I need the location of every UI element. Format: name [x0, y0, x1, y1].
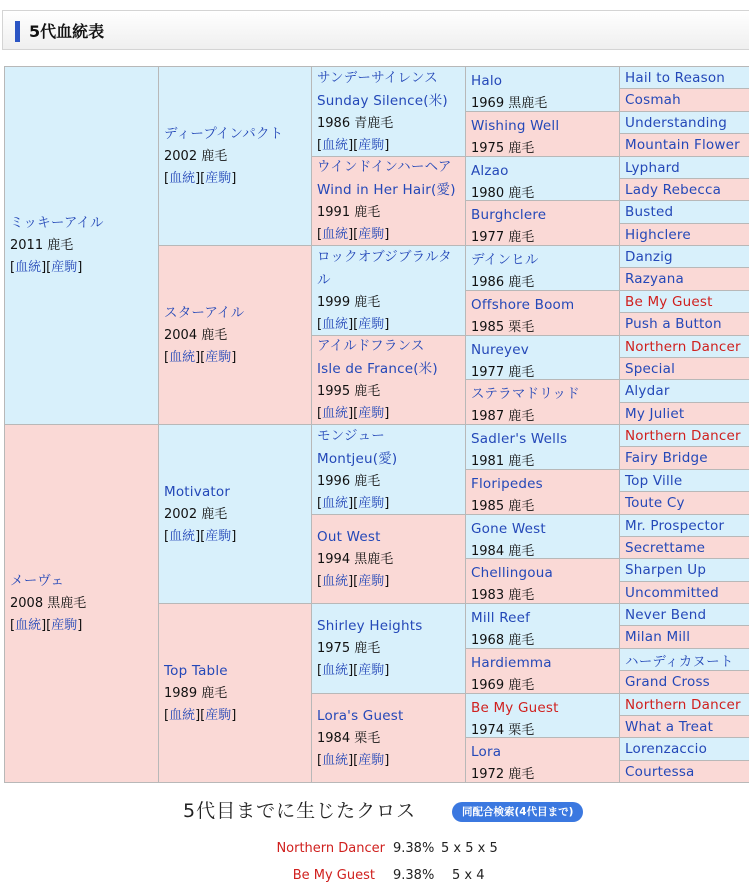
pedigree-cell-gen5 — [619, 558, 749, 582]
header-accent-bar — [15, 21, 20, 42]
offspring-link[interactable]: 産駒 — [358, 495, 385, 511]
pedigree-links: [血統][産駒] — [317, 227, 390, 242]
horse-name-link[interactable]: Lorenzaccio — [625, 741, 708, 757]
horse-name-link[interactable]: Top Table — [164, 662, 228, 679]
horse-name-link[interactable]: Busted — [625, 204, 674, 220]
pedigree-cell-gen5 — [619, 670, 749, 694]
pedigree-cell-gen2 — [158, 66, 313, 246]
offspring-link[interactable]: 産駒 — [358, 227, 385, 242]
horse-year-color: 1996 鹿毛 — [317, 473, 381, 489]
horse-name-link[interactable]: Grand Cross — [625, 674, 710, 690]
pedigree-cell-gen5 — [619, 603, 749, 626]
pedigree-cell-gen3 — [311, 66, 467, 157]
horse-name-line — [317, 335, 466, 358]
horse-name-line — [471, 70, 620, 93]
offspring-link[interactable]: 産駒 — [205, 707, 232, 723]
pedigree-cell-gen3 — [311, 693, 467, 783]
horse-name-link[interactable]: Alzao — [471, 163, 509, 179]
horse-name-link[interactable]: Sadler's Wells — [471, 431, 568, 447]
cross-horse-link[interactable]: Be My Guest — [292, 868, 375, 883]
horse-name-link[interactable]: ハーディカヌート — [625, 653, 734, 670]
cross-pattern: 5 x 4 — [452, 868, 485, 883]
horse-name-link[interactable]: Northern Dancer — [625, 696, 741, 713]
pedigree-cell-gen3 — [311, 156, 467, 246]
cross-title: 5代目までに生じたクロス — [183, 800, 417, 822]
horse-name-link[interactable]: Hail to Reason — [625, 69, 726, 86]
horse-name-line — [317, 179, 466, 202]
same-mating-search-button[interactable]: 同配合検索(4代目まで) — [452, 802, 583, 822]
pedigree-cell-gen5 — [619, 133, 749, 157]
pedigree-link[interactable]: 血統 — [15, 260, 42, 275]
pedigree-cell-gen5 — [619, 267, 749, 291]
horse-name-line — [164, 302, 312, 325]
horse-name-link[interactable]: Danzig — [625, 248, 673, 265]
horse-year-color: 1984 栗毛 — [317, 730, 381, 746]
horse-year-color: 1980 鹿毛 — [471, 186, 535, 201]
pedigree-cell-gen5 — [619, 200, 749, 224]
horse-name-line — [471, 249, 620, 272]
pedigree-link[interactable]: 血統 — [322, 137, 349, 153]
horse-year-color: 1969 黒鹿毛 — [471, 96, 548, 111]
horse-name-line — [317, 246, 466, 269]
offspring-link[interactable]: 産駒 — [358, 137, 385, 153]
horse-name-link[interactable]: Mr. Prospector — [625, 517, 725, 534]
horse-name-link[interactable]: Mill Reef — [471, 610, 531, 626]
horse-name-line — [317, 156, 466, 179]
pedigree-cell-gen4 — [465, 648, 621, 694]
horse-name-line — [317, 90, 466, 113]
offspring-link[interactable]: 産駒 — [205, 349, 232, 365]
horse-name-link[interactable]: Out West — [317, 528, 381, 545]
horse-name-link[interactable]: Northern Dancer — [625, 338, 741, 355]
pedigree-cell-gen4 — [465, 737, 621, 783]
pedigree-cell-gen5 — [619, 178, 749, 201]
pedigree-cell-gen5 — [619, 357, 749, 380]
horse-name-line — [471, 473, 620, 496]
horse-name-link[interactable]: Halo — [471, 73, 503, 89]
pedigree-cell-gen2 — [158, 245, 313, 425]
offspring-link[interactable]: 産駒 — [51, 618, 78, 633]
pedigree-links: [血統][産駒] — [317, 663, 390, 678]
horse-name-line — [471, 607, 620, 630]
pedigree-cell-gen5 — [619, 469, 749, 492]
horse-name-link[interactable]: アイルドフランス — [317, 338, 425, 354]
pedigree-link[interactable]: 血統 — [15, 618, 42, 633]
horse-name-link[interactable]: Hardiemma — [471, 655, 552, 671]
horse-name-line — [10, 570, 159, 593]
horse-name-link[interactable]: Secrettame — [625, 539, 706, 556]
pedigree-cell-gen4 — [465, 424, 621, 470]
horse-year-color: 1974 栗毛 — [471, 723, 535, 738]
pedigree-links: [血統][産駒] — [10, 260, 83, 275]
horse-year-color: 1975 鹿毛 — [317, 641, 381, 656]
offspring-link[interactable]: 産駒 — [51, 260, 78, 275]
horse-year-color: 1969 鹿毛 — [471, 678, 535, 693]
horse-year-color: 2008 黒鹿毛 — [10, 596, 87, 611]
pedigree-links: [血統][産駒] — [317, 137, 390, 153]
offspring-link[interactable]: 産駒 — [358, 406, 385, 421]
horse-year-color: 1985 栗毛 — [471, 320, 535, 335]
horse-year-color: 1986 鹿毛 — [471, 275, 535, 290]
pedigree-cell-gen1 — [4, 66, 160, 425]
pedigree-cell-gen4 — [465, 469, 621, 515]
pedigree-link[interactable]: 血統 — [169, 170, 196, 186]
horse-name-alt-link[interactable]: ル — [317, 271, 331, 288]
horse-name-alt-link[interactable]: Wind in Her Hair(愛) — [317, 182, 456, 198]
horse-name-link[interactable]: Mountain Flower — [625, 137, 740, 153]
horse-name-link[interactable]: Understanding — [625, 114, 728, 131]
horse-name-line — [471, 160, 620, 183]
offspring-link[interactable]: 産駒 — [205, 170, 232, 186]
cross-pattern: 5 x 5 x 5 — [441, 841, 498, 856]
cross-horse-link[interactable]: Northern Dancer — [276, 841, 385, 856]
pedigree-cell-gen5 — [619, 379, 749, 403]
pedigree-cell-gen5 — [619, 737, 749, 761]
horse-name-link[interactable]: Sharpen Up — [625, 562, 707, 578]
section-header — [2, 10, 749, 50]
pedigree-cell-gen3 — [311, 335, 467, 425]
pedigree-cell-gen5 — [619, 156, 749, 179]
horse-name-link[interactable]: Be My Guest — [625, 293, 713, 310]
horse-name-link[interactable]: ウインドインハーヘア — [317, 159, 452, 175]
horse-name-link[interactable]: Lora's Guest — [317, 707, 404, 724]
horse-name-link[interactable]: ステラマドリッド — [471, 386, 580, 402]
horse-name-line — [471, 518, 620, 541]
pedigree-cell-gen4 — [465, 200, 621, 246]
pedigree-cell-gen5 — [619, 581, 749, 604]
pedigree-cell-gen2 — [158, 603, 313, 783]
horse-name-link[interactable]: Toute Cy — [625, 495, 685, 511]
horse-name-link[interactable]: ディープインパクト — [164, 125, 284, 142]
horse-name-link[interactable]: Wishing Well — [471, 118, 560, 134]
pedigree-cell-gen5 — [619, 66, 749, 89]
pedigree-cell-gen3 — [311, 245, 467, 336]
horse-name-link[interactable]: ロックオブジブラルタ — [317, 248, 452, 265]
offspring-link[interactable]: 産駒 — [358, 316, 385, 332]
horse-name-line — [471, 204, 620, 227]
pedigree-link[interactable]: 血統 — [169, 349, 196, 365]
pedigree-cell-gen5 — [619, 625, 749, 649]
horse-name-line — [471, 294, 620, 317]
pedigree-cell-gen4 — [465, 66, 621, 112]
cross-percent: 9.38% — [393, 868, 435, 883]
pedigree-cell-gen5 — [619, 491, 749, 515]
pedigree-links: [血統][産駒] — [317, 316, 390, 332]
horse-name-line — [317, 358, 466, 381]
pedigree-link[interactable]: 血統 — [169, 707, 196, 723]
horse-name-link[interactable]: Alydar — [625, 383, 670, 399]
horse-name-link[interactable]: デインヒル — [471, 252, 539, 268]
horse-year-color: 1987 鹿毛 — [471, 409, 535, 424]
pedigree-cell-gen5 — [619, 88, 749, 112]
horse-year-color: 1975 鹿毛 — [471, 141, 535, 156]
horse-name-link[interactable]: Razyana — [625, 271, 684, 287]
horse-year-color: 1977 鹿毛 — [471, 365, 535, 380]
pedigree-link[interactable]: 血統 — [322, 316, 349, 332]
pedigree-cell-gen3 — [311, 514, 467, 604]
pedigree-link[interactable]: 血統 — [322, 573, 349, 589]
horse-name-line — [317, 425, 466, 448]
pedigree-links: [血統][産駒] — [164, 528, 237, 544]
pedigree-cell-gen5 — [619, 514, 749, 537]
cross-row-1 — [180, 868, 375, 886]
horse-name-line — [471, 115, 620, 138]
horse-name-link[interactable]: Lora — [471, 744, 502, 760]
horse-name-link[interactable]: Highclere — [625, 226, 691, 243]
horse-name-link[interactable]: メーヴェ — [10, 573, 65, 589]
horse-name-line — [471, 428, 620, 451]
horse-name-link[interactable]: Motivator — [164, 483, 231, 500]
horse-name-line — [317, 526, 466, 549]
horse-name-line — [164, 660, 312, 683]
pedigree-cell-gen5 — [619, 312, 749, 336]
horse-name-line — [10, 212, 159, 235]
horse-year-color: 1981 鹿毛 — [471, 454, 535, 469]
pedigree-links: [血統][産駒] — [164, 349, 237, 365]
pedigree-links: [血統][産駒] — [317, 406, 390, 421]
horse-name-link[interactable]: Uncommitted — [625, 584, 719, 601]
pedigree-links: [血統][産駒] — [164, 707, 237, 723]
horse-name-line — [317, 615, 466, 638]
horse-year-color: 1995 鹿毛 — [317, 384, 381, 399]
horse-name-line — [317, 448, 466, 471]
pedigree-cell-gen2 — [158, 424, 313, 604]
horse-year-color: 1977 鹿毛 — [471, 230, 535, 245]
horse-name-link[interactable]: Milan Mill — [625, 629, 691, 645]
horse-name-link[interactable]: Shirley Heights — [317, 618, 423, 634]
pedigree-cell-gen1 — [4, 424, 160, 783]
horse-name-link[interactable]: Cosmah — [625, 92, 681, 108]
horse-name-link[interactable]: Never Bend — [625, 606, 707, 623]
horse-name-link[interactable]: Courtessa — [625, 763, 695, 780]
horse-name-link[interactable]: Burghclere — [471, 207, 547, 223]
horse-year-color: 1983 鹿毛 — [471, 588, 535, 603]
pedigree-links: [血統][産駒] — [317, 752, 390, 768]
horse-name-link[interactable]: Fairy Bridge — [625, 450, 708, 466]
horse-name-line — [471, 383, 620, 406]
horse-name-link[interactable]: Be My Guest — [471, 700, 559, 716]
pedigree-link[interactable]: 血統 — [322, 752, 349, 768]
pedigree-links: [血統][産駒] — [164, 170, 237, 186]
pedigree-link[interactable]: 血統 — [169, 528, 196, 544]
pedigree-cell-gen5 — [619, 424, 749, 447]
pedigree-cell-gen5 — [619, 715, 749, 738]
pedigree-cell-gen4 — [465, 379, 621, 425]
horse-year-color: 1984 鹿毛 — [471, 544, 535, 559]
horse-name-link[interactable]: What a Treat — [625, 718, 714, 735]
horse-year-color: 1972 鹿毛 — [471, 767, 535, 782]
horse-year-color: 2004 鹿毛 — [164, 327, 228, 343]
pedigree-cell-gen3 — [311, 424, 467, 515]
offspring-link[interactable]: 産駒 — [358, 663, 385, 678]
horse-year-color: 2002 鹿毛 — [164, 506, 228, 522]
offspring-link[interactable]: 産駒 — [205, 528, 232, 544]
pedigree-cell-gen5 — [619, 446, 749, 470]
horse-year-color: 2002 鹿毛 — [164, 148, 228, 164]
horse-year-color: 1999 鹿毛 — [317, 294, 381, 310]
horse-name-link[interactable]: Lyphard — [625, 159, 680, 176]
horse-year-color: 1994 黒鹿毛 — [317, 551, 394, 567]
horse-name-alt-link[interactable]: Sunday Silence(米) — [317, 92, 448, 109]
horse-name-line — [317, 705, 466, 728]
horse-name-link[interactable]: Lady Rebecca — [625, 181, 722, 198]
horse-name-line — [471, 697, 620, 720]
pedigree-links: [血統][産駒] — [317, 495, 390, 511]
pedigree-cell-gen5 — [619, 111, 749, 134]
horse-name-link[interactable]: ミッキーアイル — [10, 215, 104, 231]
pedigree-cell-gen5 — [619, 335, 749, 358]
horse-name-alt-link[interactable]: Montjeu(愛) — [317, 450, 398, 467]
horse-name-alt-link[interactable]: Isle de France(米) — [317, 361, 438, 377]
pedigree-links: [血統][産駒] — [317, 573, 390, 589]
pedigree-cell-gen5 — [619, 223, 749, 246]
horse-year-color: 1989 鹿毛 — [164, 685, 228, 701]
pedigree-cell-gen4 — [465, 335, 621, 380]
horse-name-link[interactable]: My Juliet — [625, 405, 685, 422]
pedigree-cell-gen4 — [465, 156, 621, 201]
pedigree-cell-gen5 — [619, 290, 749, 313]
pedigree-link[interactable]: 血統 — [322, 663, 349, 678]
pedigree-link[interactable]: 血統 — [322, 406, 349, 421]
cross-percent: 9.38% — [393, 841, 435, 856]
horse-name-line — [164, 481, 312, 504]
pedigree-cell-gen5 — [619, 245, 749, 268]
horse-name-line — [317, 269, 466, 292]
pedigree-cell-gen4 — [465, 245, 621, 291]
pedigree-cell-gen4 — [465, 111, 621, 157]
horse-name-link[interactable]: Chellingoua — [471, 565, 553, 581]
horse-name-link[interactable]: Gone West — [471, 521, 546, 537]
horse-year-color: 1985 鹿毛 — [471, 499, 535, 514]
pedigree-cell-gen4 — [465, 693, 621, 738]
horse-name-line — [471, 652, 620, 675]
pedigree-link[interactable]: 血統 — [322, 227, 349, 242]
pedigree-cell-gen5 — [619, 536, 749, 559]
horse-name-link[interactable]: Northern Dancer — [625, 427, 741, 444]
page-title: 5代血統表 — [29, 22, 105, 41]
cross-row-0 — [180, 841, 385, 859]
horse-name-link[interactable]: Offshore Boom — [471, 297, 575, 313]
pedigree-cell-gen5 — [619, 648, 749, 671]
horse-year-color: 2011 鹿毛 — [10, 238, 74, 253]
horse-name-line — [471, 741, 620, 764]
pedigree-cell-gen5 — [619, 760, 749, 783]
horse-year-color: 1968 鹿毛 — [471, 633, 535, 648]
horse-name-link[interactable]: Nureyev — [471, 342, 529, 358]
pedigree-cell-gen4 — [465, 290, 621, 336]
horse-name-link[interactable]: モンジュー — [317, 427, 385, 444]
horse-year-color: 1986 青鹿毛 — [317, 115, 394, 131]
horse-year-color: 1991 鹿毛 — [317, 205, 381, 220]
horse-name-link[interactable]: Push a Button — [625, 316, 722, 332]
horse-name-line — [164, 123, 312, 146]
pedigree-cell-gen4 — [465, 603, 621, 649]
pedigree-cell-gen5 — [619, 693, 749, 716]
pedigree-link[interactable]: 血統 — [322, 495, 349, 511]
horse-name-link[interactable]: スターアイル — [164, 304, 245, 321]
horse-name-link[interactable]: Special — [625, 360, 676, 377]
pedigree-cell-gen5 — [619, 402, 749, 425]
horse-name-line — [317, 67, 466, 90]
horse-name-link[interactable]: サンデーサイレンス — [317, 69, 438, 86]
pedigree-cell-gen4 — [465, 558, 621, 604]
pedigree-cell-gen3 — [311, 603, 467, 694]
offspring-link[interactable]: 産駒 — [358, 573, 385, 589]
horse-name-line — [471, 339, 620, 362]
pedigree-cell-gen4 — [465, 514, 621, 559]
horse-name-link[interactable]: Top Ville — [625, 472, 683, 489]
offspring-link[interactable]: 産駒 — [358, 752, 385, 768]
horse-name-link[interactable]: Floripedes — [471, 476, 543, 492]
pedigree-links: [血統][産駒] — [10, 618, 83, 633]
horse-name-line — [471, 562, 620, 585]
